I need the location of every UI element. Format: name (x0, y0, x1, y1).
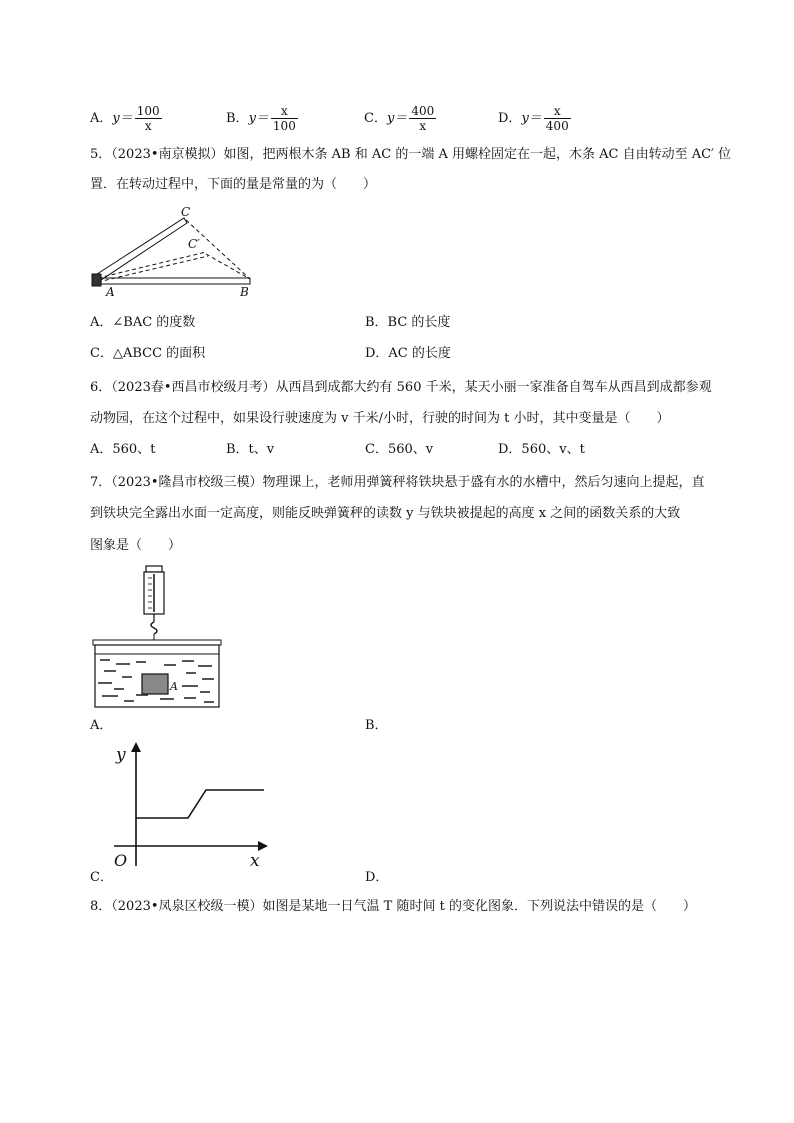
q4-option-d (498, 104, 573, 133)
numerator: 100 (136, 104, 160, 118)
q5-stem-line1: 5．（2023•南京模拟）如图，把两根木条 AB 和 AC 的一端 A 用螺栓固定在一起，木条 AC 自由转动至 AC′ 位 (90, 147, 732, 162)
y-axis-arrow (131, 742, 141, 752)
label-b: B (240, 285, 249, 299)
q6-option-b: B．t、v (226, 442, 275, 457)
q6-option-a: A．560、t (90, 442, 156, 457)
q7-option-b: B． (365, 718, 388, 733)
q7-graph (110, 740, 270, 870)
iron-block (142, 674, 168, 694)
label-c: C (181, 205, 191, 219)
option-lhs: y＝ (386, 111, 408, 126)
numerator: 400 (411, 104, 435, 118)
q7-stem-line2: 到铁块完全露出水面一定高度，则能反映弹簧秤的读数 y 与铁块被提起的高度 x 之间的函数关系的大致 (90, 506, 681, 521)
denominator: 100 (272, 119, 296, 133)
q4-option-a (90, 104, 164, 133)
denominator: x (419, 119, 427, 133)
q7-option-a: A． (90, 718, 113, 733)
x-axis-arrow (258, 841, 268, 851)
graph-line (136, 790, 264, 818)
hook (151, 622, 157, 634)
dashed-bc-prime (206, 254, 250, 279)
option-label: C． (364, 111, 387, 126)
fraction (409, 104, 436, 133)
fraction (271, 104, 298, 133)
denominator: x (144, 119, 152, 133)
dashed-ac-prime (98, 252, 206, 278)
q7-option-c: C． (90, 870, 113, 885)
origin-label: O (114, 851, 128, 870)
option-lhs: y＝ (112, 111, 133, 126)
option-label: D． (498, 111, 522, 126)
fraction (544, 104, 571, 133)
q4-option-b (226, 104, 300, 133)
q7-stem-line3: 图象是（ ） (90, 538, 182, 553)
q5-figure (88, 206, 268, 298)
q8-stem-line1: 8．（2023•凤泉区校级一模）如图是某地一日气温 T 随时间 t 的变化图象．下列说法中错误的是（ ） (90, 899, 696, 914)
q5-option-c: C．△ABCC 的面积 (90, 346, 206, 361)
option-label: B． (226, 111, 249, 126)
q6-stem-line2: 动物园，在这个过程中，如果设行驶速度为 v 千米/小时，行驶的时间为 t 小时，其中变量是（ ） (90, 411, 670, 426)
numerator: x (271, 104, 298, 119)
spring-scale-top (146, 566, 162, 572)
y-axis-label: y (116, 745, 126, 765)
option-label: A． (90, 111, 113, 126)
q6-option-d: D．560、v、t (498, 442, 585, 457)
q7-apparatus-figure (90, 564, 224, 710)
option-lhs: y＝ (521, 111, 542, 126)
bolt (92, 274, 101, 286)
q4-option-c (364, 104, 438, 133)
q5-option-b: B．BC 的长度 (365, 315, 451, 330)
numerator: x (544, 104, 571, 119)
x-axis-label: x (250, 851, 260, 871)
q7-stem-line1: 7．（2023•隆昌市校级三模）物理课上，老师用弹簧秤将铁块悬于盛有水的水槽中，然后匀速向上提起，直 (90, 475, 705, 490)
option-lhs: y＝ (248, 111, 269, 126)
label-c-prime: C′ (188, 237, 200, 251)
bar-ab (96, 278, 250, 284)
tank-rim (93, 640, 221, 645)
label-a: A (106, 285, 115, 299)
q6-stem-line1: 6．（2023春•西昌市校级月考）从西昌到成都大约有 560 千米，某天小丽一家准备自驾车从西昌到成都参观 (90, 380, 712, 395)
block-label: A (170, 680, 178, 693)
q7-option-d: D． (365, 870, 389, 885)
fraction (135, 104, 162, 133)
q5-option-a: A．∠BAC 的度数 (90, 315, 196, 330)
denominator: 400 (545, 119, 569, 133)
q5-stem-line2: 置．在转动过程中，下面的量是常量的为（ ） (90, 177, 377, 192)
q5-option-d: D．AC 的长度 (365, 346, 451, 361)
q6-option-c: C．560、v (365, 442, 434, 457)
